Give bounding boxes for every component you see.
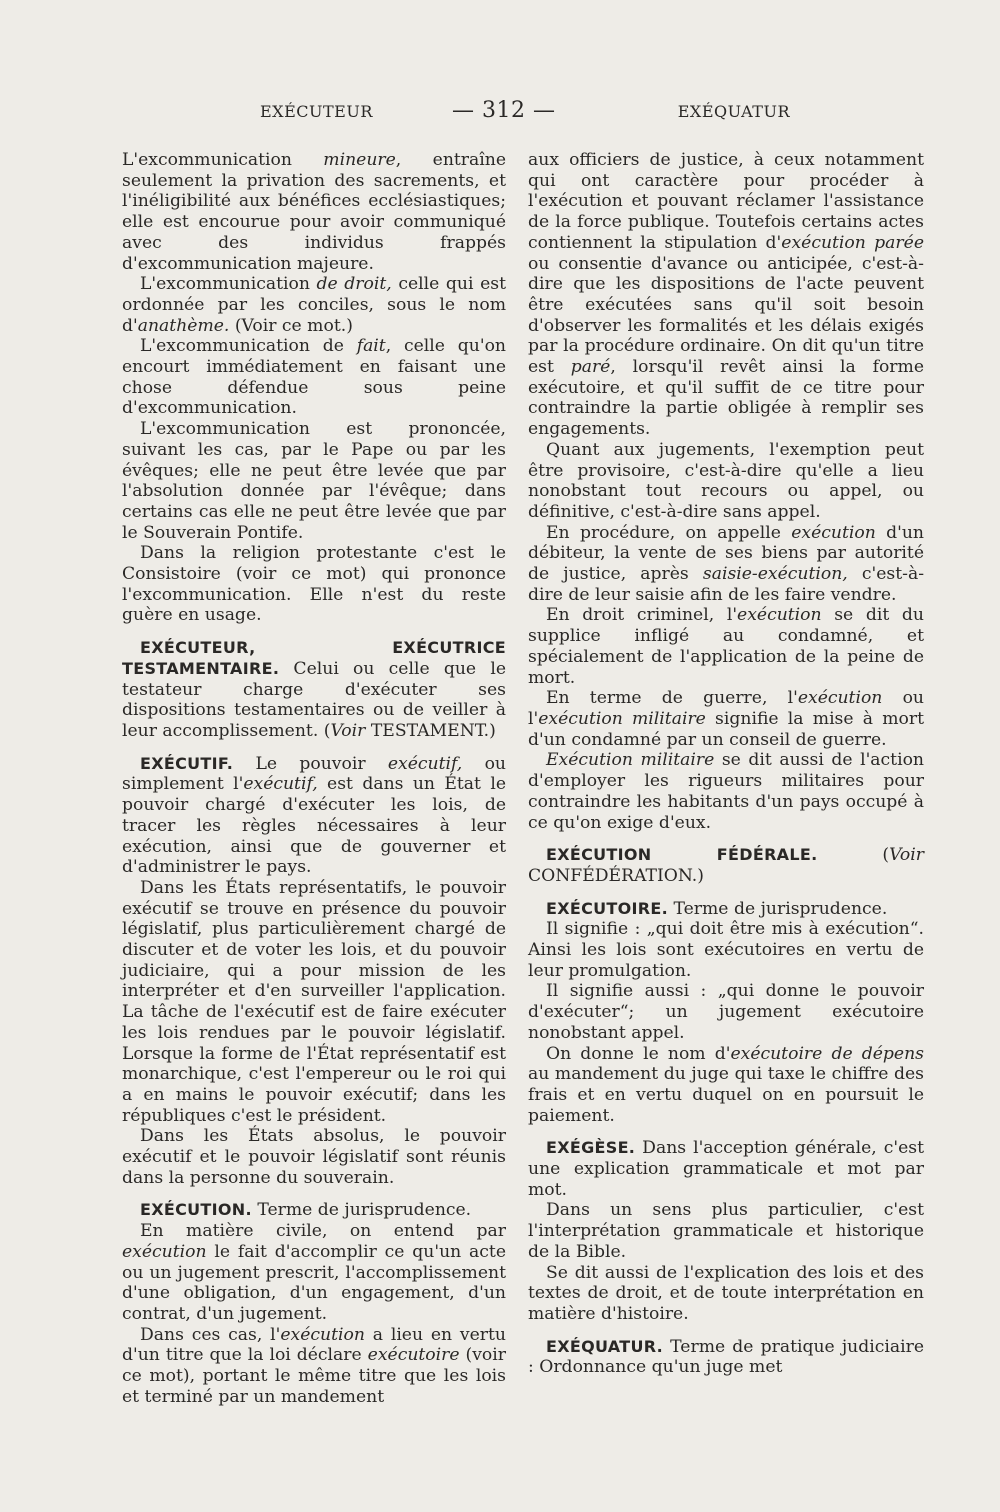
header-left-guideword: EXÉCUTEUR	[260, 102, 373, 121]
paragraph	[528, 523, 924, 606]
text-run: Terme de pratique judiciaire : Ordonnance qu'un juge met	[528, 1336, 924, 1378]
dictionary-entry	[528, 899, 924, 920]
headword: EXÉQUATUR.	[546, 1336, 664, 1356]
paragraph	[122, 878, 506, 1126]
italic-text: exécution	[280, 1324, 365, 1345]
text-run: d'un débiteur, la vente de ses biens par autorité de justice, après	[528, 522, 924, 585]
text-run: signifie la mise à mort d'un condamné par un conseil de guerre.	[528, 708, 925, 750]
text-run: le fait d'accomplir ce qu'un acte ou un jugement prescrit, l'accomplissement d'une obligation, d'un engagement, d'un contrat, d'un jugement.	[122, 1241, 506, 1324]
text-run: Dans la religion protestante c'est le Consistoire (voir ce mot) qui prononce l'excommunication. Elle n'est du reste guère en usage.	[122, 543, 506, 626]
text-run: Terme de jurisprudence.	[668, 898, 888, 919]
paragraph	[122, 336, 506, 419]
italic-text: exécutif,	[243, 774, 318, 795]
text-run: ou consentie d'avance ou anticipée, c'est-à-dire que les dispositions de l'acte peuvent être exécutées sans qu'il soit besoin d'observer les formalités et les délais exigés par la procédure ordinaire. On dit qu'un titre est	[528, 253, 924, 378]
headword: EXÉCUTEUR, EXÉCUTRICE TESTAMENTAIRE.	[122, 638, 506, 678]
page-number: — 312 —	[452, 98, 556, 123]
italic-text: saisie-exécution,	[702, 564, 848, 585]
italic-text: exécutoire	[367, 1345, 460, 1366]
italic-text: exécutoire de dépens	[730, 1043, 924, 1064]
text-run: , lorsqu'il revêt ainsi la forme exécutoire, et qu'il suffit de ce titre pour contraindre la partie obligée à remplir ses engagements.	[528, 357, 924, 440]
paragraph	[528, 981, 924, 1043]
italic-text: mineure	[323, 150, 396, 170]
headword: EXÉCUTIF.	[140, 753, 234, 773]
text-run: L'excommunication	[122, 150, 324, 170]
running-header	[260, 98, 790, 128]
text-run: Il signifie : „qui doit être mis à exécution“. Ainsi les lois sont exécutoires en vertu de leur promulgation.	[528, 919, 924, 981]
text-run: se dit aussi de l'action d'employer les rigueurs militaires pour contraindre les habitants d'un pays occupé à ce qu'on exige d'eux.	[528, 750, 925, 833]
text-run: (Voir ce mot.)	[229, 315, 353, 336]
paragraph	[122, 274, 506, 336]
text-run: se dit du supplice infligé au condamné, et spécialement de l'application de la peine de mort.	[528, 605, 924, 688]
text-run: Le pouvoir	[233, 753, 388, 774]
left-text-column	[122, 150, 506, 1407]
text-run: En droit criminel, l'	[546, 605, 738, 626]
dictionary-entry	[528, 1337, 924, 1378]
text-run: Dans les États absolus, le pouvoir exécutif et le pouvoir législatif sont réunis dans la personne du souverain.	[122, 1126, 506, 1188]
text-run: celle qui est ordonnée par les conciles, sous le nom d'	[122, 274, 506, 336]
dictionary-entry	[528, 1138, 924, 1200]
text-run: (	[817, 845, 890, 866]
text-run: Dans l'acception générale, c'est une explication grammaticale et mot par mot.	[528, 1138, 924, 1200]
dictionary-entry	[122, 638, 506, 742]
text-run: (voir ce mot), portant le même titre que les lois et terminé par un mandement	[122, 1345, 506, 1407]
paragraph	[122, 150, 506, 274]
text-run: est dans un État le pouvoir chargé d'exécuter les lois, de tracer les règles nécessaires à leur exécution, ainsi que de gouverner et d'administrer le pays.	[122, 774, 506, 878]
paragraph	[122, 1126, 506, 1188]
italic-text: anathème.	[137, 315, 230, 336]
right-text-column	[528, 150, 924, 1378]
paragraph	[528, 1044, 924, 1127]
italic-text: exécution	[791, 522, 876, 543]
italic-text: de droit,	[316, 274, 392, 295]
text-run: Il signifie aussi : „qui donne le pouvoir d'exécuter“; un jugement exécutoire nonobstant appel.	[528, 981, 924, 1043]
italic-text: exécutif,	[387, 753, 463, 774]
paragraph	[528, 150, 924, 440]
text-run: En matière civile, on entend par	[140, 1221, 506, 1242]
text-run: On donne le nom d'	[546, 1043, 731, 1064]
text-run: ou simplement l'	[122, 753, 506, 795]
text-run: aux officiers de justice, à ceux notamment qui ont caractère pour procéder à l'exécution et pouvant réclamer l'assistance de la force publique. Toutefois certains actes contiennent la stipulation d'	[528, 150, 924, 253]
italic-text: paré	[570, 357, 611, 378]
text-run: En procédure, on appelle	[546, 522, 792, 543]
text-run: Celui ou celle que le testateur charge d'exécuter ses dispositions testamentaires ou de veiller à leur accomplissement. (	[122, 658, 506, 741]
italic-text: Voir	[889, 845, 924, 866]
headword: EXÉCUTION.	[140, 1200, 252, 1220]
paragraph	[122, 419, 506, 543]
text-run: Dans un sens plus particulier, c'est l'interprétation grammaticale et historique de la Bible.	[528, 1200, 924, 1262]
italic-text: exécution	[797, 688, 883, 709]
text-run: ou l'	[528, 688, 924, 729]
paragraph	[528, 440, 924, 523]
text-run: , celle qu'on encourt immédiatement en faisant une chose défendue sous peine d'excommunication.	[122, 336, 506, 419]
text-run: L'excommunication	[140, 274, 317, 295]
italic-text: Exécution militaire	[546, 750, 715, 771]
headword: EXÉCUTION FÉDÉRALE.	[546, 845, 818, 865]
text-run: Quant aux jugements, l'exemption peut être provisoire, c'est-à-dire qu'elle a lieu nonobstant tout recours ou appel, ou définitive, c'est-à-dire sans appel.	[528, 439, 924, 522]
text-run: En terme de guerre, l'	[546, 688, 798, 709]
dictionary-entry	[528, 845, 924, 886]
paragraph	[122, 543, 506, 626]
text-run: Terme de jurisprudence.	[251, 1200, 472, 1221]
italic-text: fait	[356, 336, 386, 357]
text-run: a lieu en vertu d'un titre que la loi déclare	[122, 1324, 506, 1366]
paragraph	[528, 750, 924, 833]
headword: EXÉGÈSE.	[546, 1138, 636, 1158]
paragraph	[122, 1325, 506, 1408]
text-run: TESTAMENT.)	[365, 720, 496, 741]
paragraph	[528, 605, 924, 688]
text-run: Se dit aussi de l'explication des lois et des textes de droit, et de toute interprétation en matière d'histoire.	[528, 1262, 924, 1324]
paragraph	[122, 1221, 506, 1325]
italic-text: exécution	[737, 605, 822, 626]
dictionary-entry	[122, 754, 506, 878]
text-run: L'excommunication de	[140, 336, 357, 357]
headword: EXÉCUTOIRE.	[546, 898, 669, 918]
italic-text: exécution	[122, 1241, 207, 1262]
italic-text: exécution militaire	[538, 708, 706, 729]
paragraph	[528, 1263, 924, 1325]
text-run: au mandement du juge qui taxe le chiffre des frais et en vertu duquel on en poursuit le paiement.	[528, 1064, 924, 1126]
text-run: , entraîne seulement la privation des sacrements, et l'inéligibilité aux bénéfices ecclésiastiques; elle est encourue pour avoir communiqué avec des individus frappés d'excommunication majeure.	[122, 150, 506, 274]
header-right-guideword: EXÉQUATUR	[677, 102, 790, 121]
text-run: Dans les États représentatifs, le pouvoir exécutif se trouve en présence du pouvoir législatif, plus particulièrement chargé de discuter et de voter les lois, et du pouvoir judiciaire, qui a pour mission de les interpréter et d'en surveiller l'application. La tâche de l'exécutif est de faire exécuter les lois rendues par le pouvoir législatif. Lorsque la forme de l'État représentatif est monarchique, c'est l'empereur ou le roi qui a en mains le pouvoir exécutif; dans les républiques c'est le président.	[122, 877, 506, 1126]
paragraph	[528, 919, 924, 981]
text-run: CONFÉDÉRATION.)	[528, 865, 704, 886]
text-run: Dans ces cas, l'	[140, 1324, 281, 1345]
italic-text: Voir	[330, 720, 366, 741]
paragraph	[528, 1200, 924, 1262]
italic-text: exécution parée	[781, 232, 924, 253]
dictionary-entry	[122, 1200, 506, 1221]
paragraph	[528, 688, 924, 750]
text-run: L'excommunication est prononcée, suivant les cas, par le Pape ou par les évêques; elle ne peut être levée que par l'absolution donnée par l'évêque; dans certains cas elle ne peut être levée que par le Souverain Pontife.	[122, 419, 506, 543]
text-run: c'est-à-dire de leur saisie afin de les faire vendre.	[528, 564, 924, 605]
